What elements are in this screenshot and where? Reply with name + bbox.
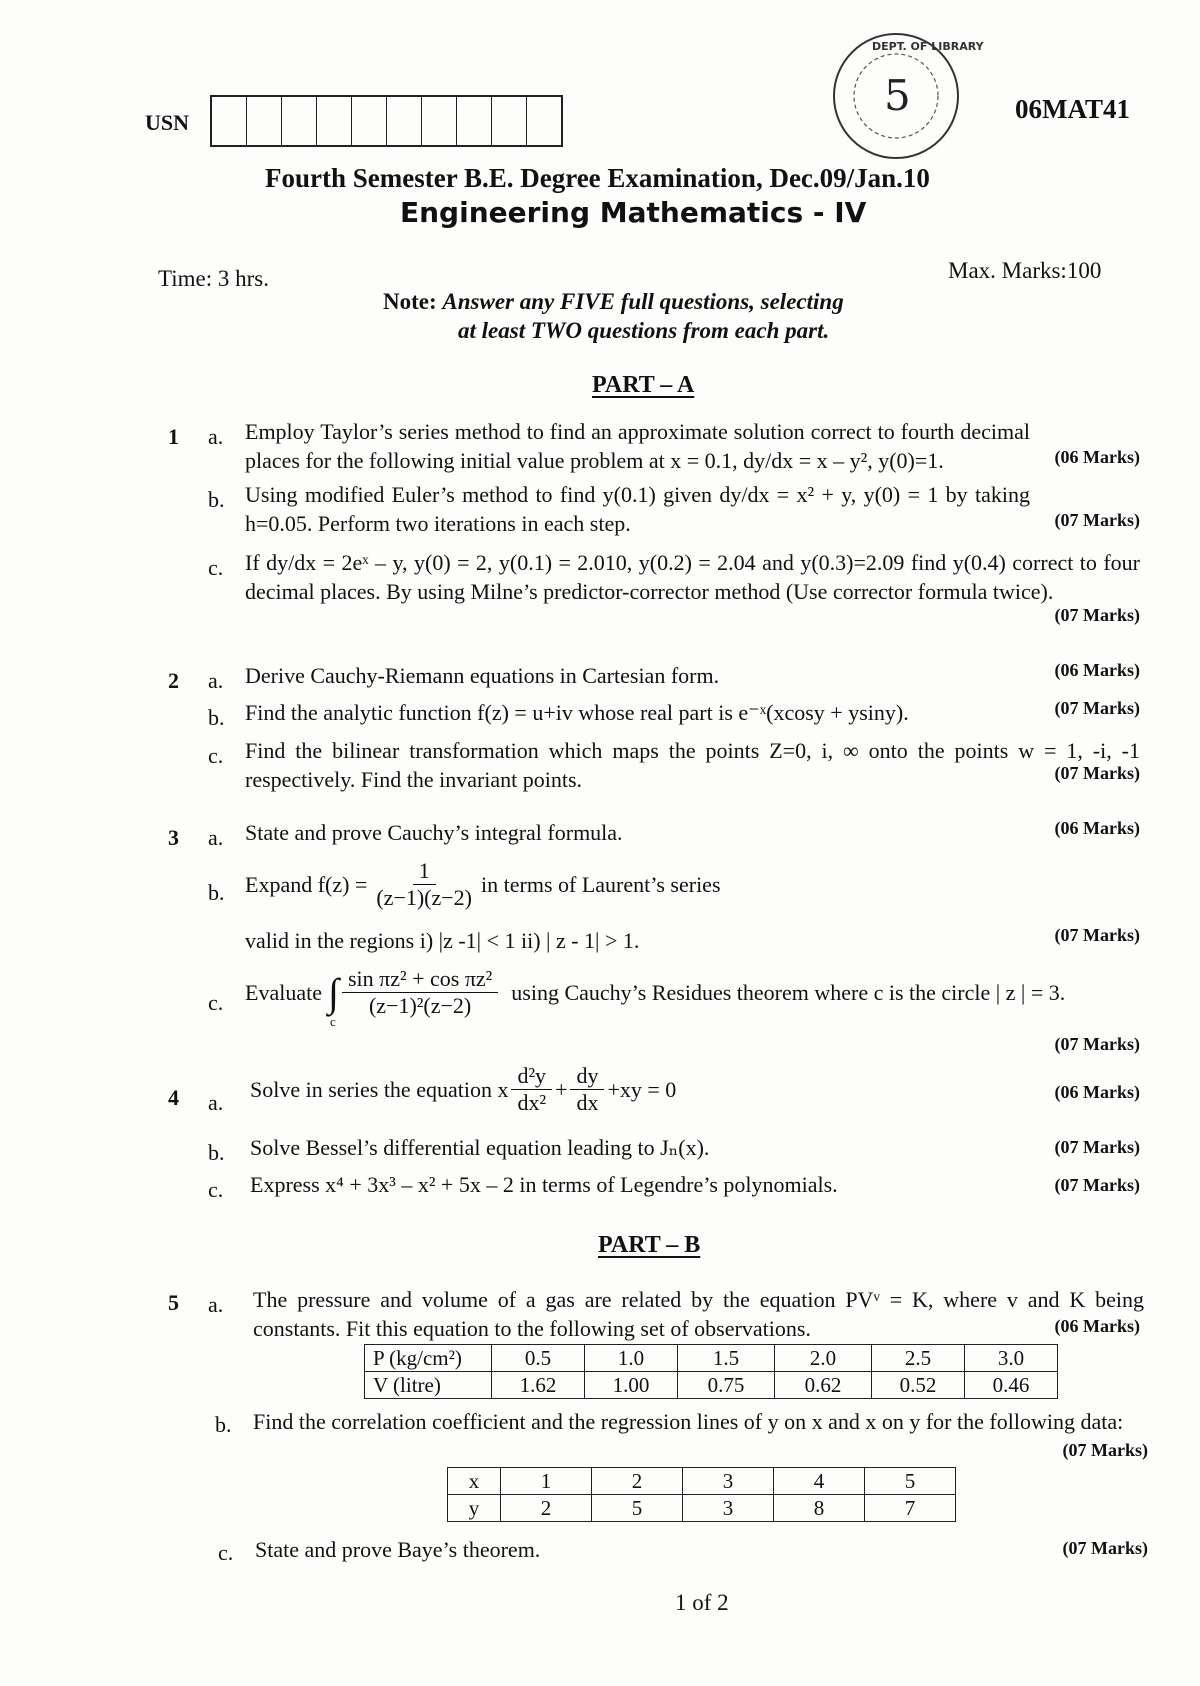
question-text-laurent (245, 858, 721, 911)
marks: (07 Marks) (1054, 698, 1140, 718)
subpart-label: a. (208, 1090, 224, 1115)
fraction (370, 858, 478, 911)
table-cell: 1.62 (492, 1372, 585, 1399)
question-text: If dy/dx = 2eˣ – y, y(0) = 2, y(0.1) = 2.010, y(0.2) = 2.04 and y(0.3)=2.09 find y(0.4) correct to four decimal places. By using Milne’s predictor-corrector method (Use corrector formula twice). (245, 550, 1140, 604)
part-b-heading: PART – B (598, 1232, 701, 1258)
marks: (07 Marks) (1062, 1440, 1148, 1460)
table-cell: 2.5 (872, 1345, 965, 1372)
denominator: dx (576, 1090, 599, 1115)
table-cell: 1.00 (585, 1372, 678, 1399)
table-cell: V (litre) (365, 1372, 492, 1399)
table-cell: 3 (683, 1468, 774, 1495)
expand-label: Expand f(z) = (245, 871, 368, 897)
marks: (07 Marks) (1054, 605, 1140, 625)
marks: (06 Marks) (1054, 1316, 1140, 1336)
table-cell: 8 (774, 1495, 865, 1522)
equation-tail: +xy = 0 (607, 1076, 677, 1102)
fraction (511, 1063, 552, 1116)
marks: (07 Marks) (1054, 925, 1140, 945)
table-cell: 0.46 (965, 1372, 1058, 1399)
note-line2 (458, 318, 829, 344)
subpart-label: b. (208, 487, 225, 512)
question-number: 4 (168, 1085, 179, 1110)
laurent-text: in terms of Laurent’s series (481, 871, 721, 897)
table-cell: 1.5 (678, 1345, 775, 1372)
note-line2-text: at least TWO questions from each part. (458, 318, 830, 343)
marks: (07 Marks) (1054, 510, 1140, 530)
numerator: 1 (413, 858, 436, 885)
numerator: d²y (511, 1063, 552, 1090)
table-cell: 0.75 (678, 1372, 775, 1399)
note (383, 289, 844, 315)
integral-sign: ∫ c (327, 970, 339, 1029)
question-text: Derive Cauchy-Riemann equations in Cartesian form. (245, 663, 720, 688)
table-cell: 2 (501, 1495, 592, 1522)
svg-text:5: 5 (884, 71, 911, 120)
subpart-label: c. (208, 1177, 224, 1202)
numerator: dy (570, 1063, 604, 1090)
question-text: Express x⁴ + 3x³ – x² + 5x – 2 in terms of Legendre’s polynomials. (250, 1172, 838, 1197)
table-cell: 0.5 (492, 1345, 585, 1372)
page-number: 1 of 2 (675, 1590, 729, 1615)
subpart-label: a. (208, 668, 224, 693)
table-row (365, 1372, 1058, 1399)
subpart-label: b. (208, 705, 225, 730)
question-text: State and prove Baye’s theorem. (255, 1537, 541, 1562)
subpart-label: a. (208, 1292, 224, 1317)
subject-title: Engineering Mathematics - IV (400, 196, 867, 229)
question-number: 2 (168, 668, 179, 693)
subpart-label: a. (208, 424, 224, 449)
marks: (07 Marks) (1054, 1175, 1140, 1195)
table-cell: x (448, 1468, 501, 1495)
usn-boxes (210, 95, 563, 147)
question-text-series (250, 1063, 676, 1116)
marks: (06 Marks) (1054, 1082, 1140, 1102)
table-cell: 5 (865, 1468, 956, 1495)
table-cell: 3.0 (965, 1345, 1058, 1372)
question-number: 1 (168, 424, 179, 449)
question-text: valid in the regions i) |z -1| < 1 ii) | z - 1| > 1. (245, 928, 640, 953)
question-text: The pressure and volume of a gas are related by the equation PVᵛ = K, where v and K being constants. Fit this equation to the following set of observations. (253, 1287, 1144, 1341)
question-number: 3 (168, 825, 179, 850)
denominator: (z−1)²(z−2) (368, 993, 472, 1018)
contour-sub: c (329, 1014, 336, 1029)
subpart-label: b. (208, 1140, 225, 1165)
table-cell: y (448, 1495, 501, 1522)
library-seal-stamp (826, 26, 984, 166)
max-marks-label: Max. Marks:100 (948, 258, 1102, 283)
evaluate-label: Evaluate (245, 979, 322, 1005)
table-cell: 0.62 (775, 1372, 872, 1399)
denominator: (z−1)(z−2) (376, 885, 473, 910)
marks: (07 Marks) (1054, 1034, 1140, 1054)
question-text: Using modified Euler’s method to find y(0.1) given dy/dx = x² + y, y(0) = 1 by taking h=0.05. Perform two iterations in each step. (245, 482, 1030, 536)
table-cell: 2 (592, 1468, 683, 1495)
subject-code: 06MAT41 (1015, 94, 1130, 124)
note-line1: Answer any FIVE full questions, selecting (442, 289, 844, 314)
question-text: Find the correlation coefficient and the regression lines of y on x and x on y for the following data: (253, 1409, 1124, 1434)
observations-table (364, 1344, 1058, 1399)
table-cell: 7 (865, 1495, 956, 1522)
denominator: dx² (517, 1090, 547, 1115)
subpart-label: b. (215, 1412, 232, 1437)
usn-label: USN (145, 110, 190, 135)
subpart-label: c. (208, 990, 224, 1015)
table-row (448, 1468, 956, 1495)
fraction (570, 1063, 604, 1116)
table-cell: 3 (683, 1495, 774, 1522)
numerator: sin πz² + cos πz² (342, 966, 498, 993)
table-cell: 1.0 (585, 1345, 678, 1372)
subpart-label: b. (208, 880, 225, 905)
table-row (448, 1495, 956, 1522)
table-cell: 5 (592, 1495, 683, 1522)
table-cell: P (kg/cm²) (365, 1345, 492, 1372)
question-text: Find the bilinear transformation which maps the points Z=0, i, ∞ onto the points w = 1, -i, -1 respectively. Find the invariant points. (245, 738, 1140, 792)
svg-text:DEPT. OF LIBRARY: DEPT. OF LIBRARY (872, 40, 984, 53)
subpart-label: a. (208, 825, 224, 850)
marks: (07 Marks) (1062, 1538, 1148, 1558)
fraction (342, 966, 498, 1019)
plus-sign: + (555, 1076, 568, 1102)
question-text: Solve Bessel’s differential equation leading to Jₙ(x). (250, 1135, 710, 1160)
note-label: Note: (383, 289, 437, 314)
table-cell: 4 (774, 1468, 865, 1495)
marks: (07 Marks) (1054, 763, 1140, 783)
table-row (365, 1345, 1058, 1372)
marks: (06 Marks) (1054, 660, 1140, 680)
question-text: Employ Taylor’s series method to find an approximate solution correct to fourth decimal places for the following initial value problem at x = 0.1, dy/dx = x – y², y(0)=1. (245, 419, 1030, 473)
marks: (06 Marks) (1054, 818, 1140, 838)
question-text: State and prove Cauchy’s integral formula. (245, 820, 623, 845)
subpart-label: c. (218, 1540, 234, 1565)
exam-title: Fourth Semester B.E. Degree Examination, Dec.09/Jan.10 (265, 163, 930, 193)
question-number: 5 (168, 1290, 179, 1315)
subpart-label: c. (208, 555, 224, 580)
subpart-label: c. (208, 743, 224, 768)
table-cell: 2.0 (775, 1345, 872, 1372)
series-label: Solve in series the equation x (250, 1076, 509, 1102)
table-cell: 0.52 (872, 1372, 965, 1399)
marks: (06 Marks) (1054, 447, 1140, 467)
residue-text: using Cauchy’s Residues theorem where c is the circle | z | = 3. (511, 979, 1066, 1005)
part-a-heading: PART – A (592, 372, 695, 398)
question-text: Find the analytic function f(z) = u+iv whose real part is e⁻ˣ(xcosy + ysiny). (245, 700, 909, 725)
time-label: Time: 3 hrs. (158, 266, 269, 291)
correlation-table (447, 1467, 956, 1522)
question-text-residue (245, 966, 1066, 1029)
marks: (07 Marks) (1054, 1137, 1140, 1157)
table-cell: 1 (501, 1468, 592, 1495)
